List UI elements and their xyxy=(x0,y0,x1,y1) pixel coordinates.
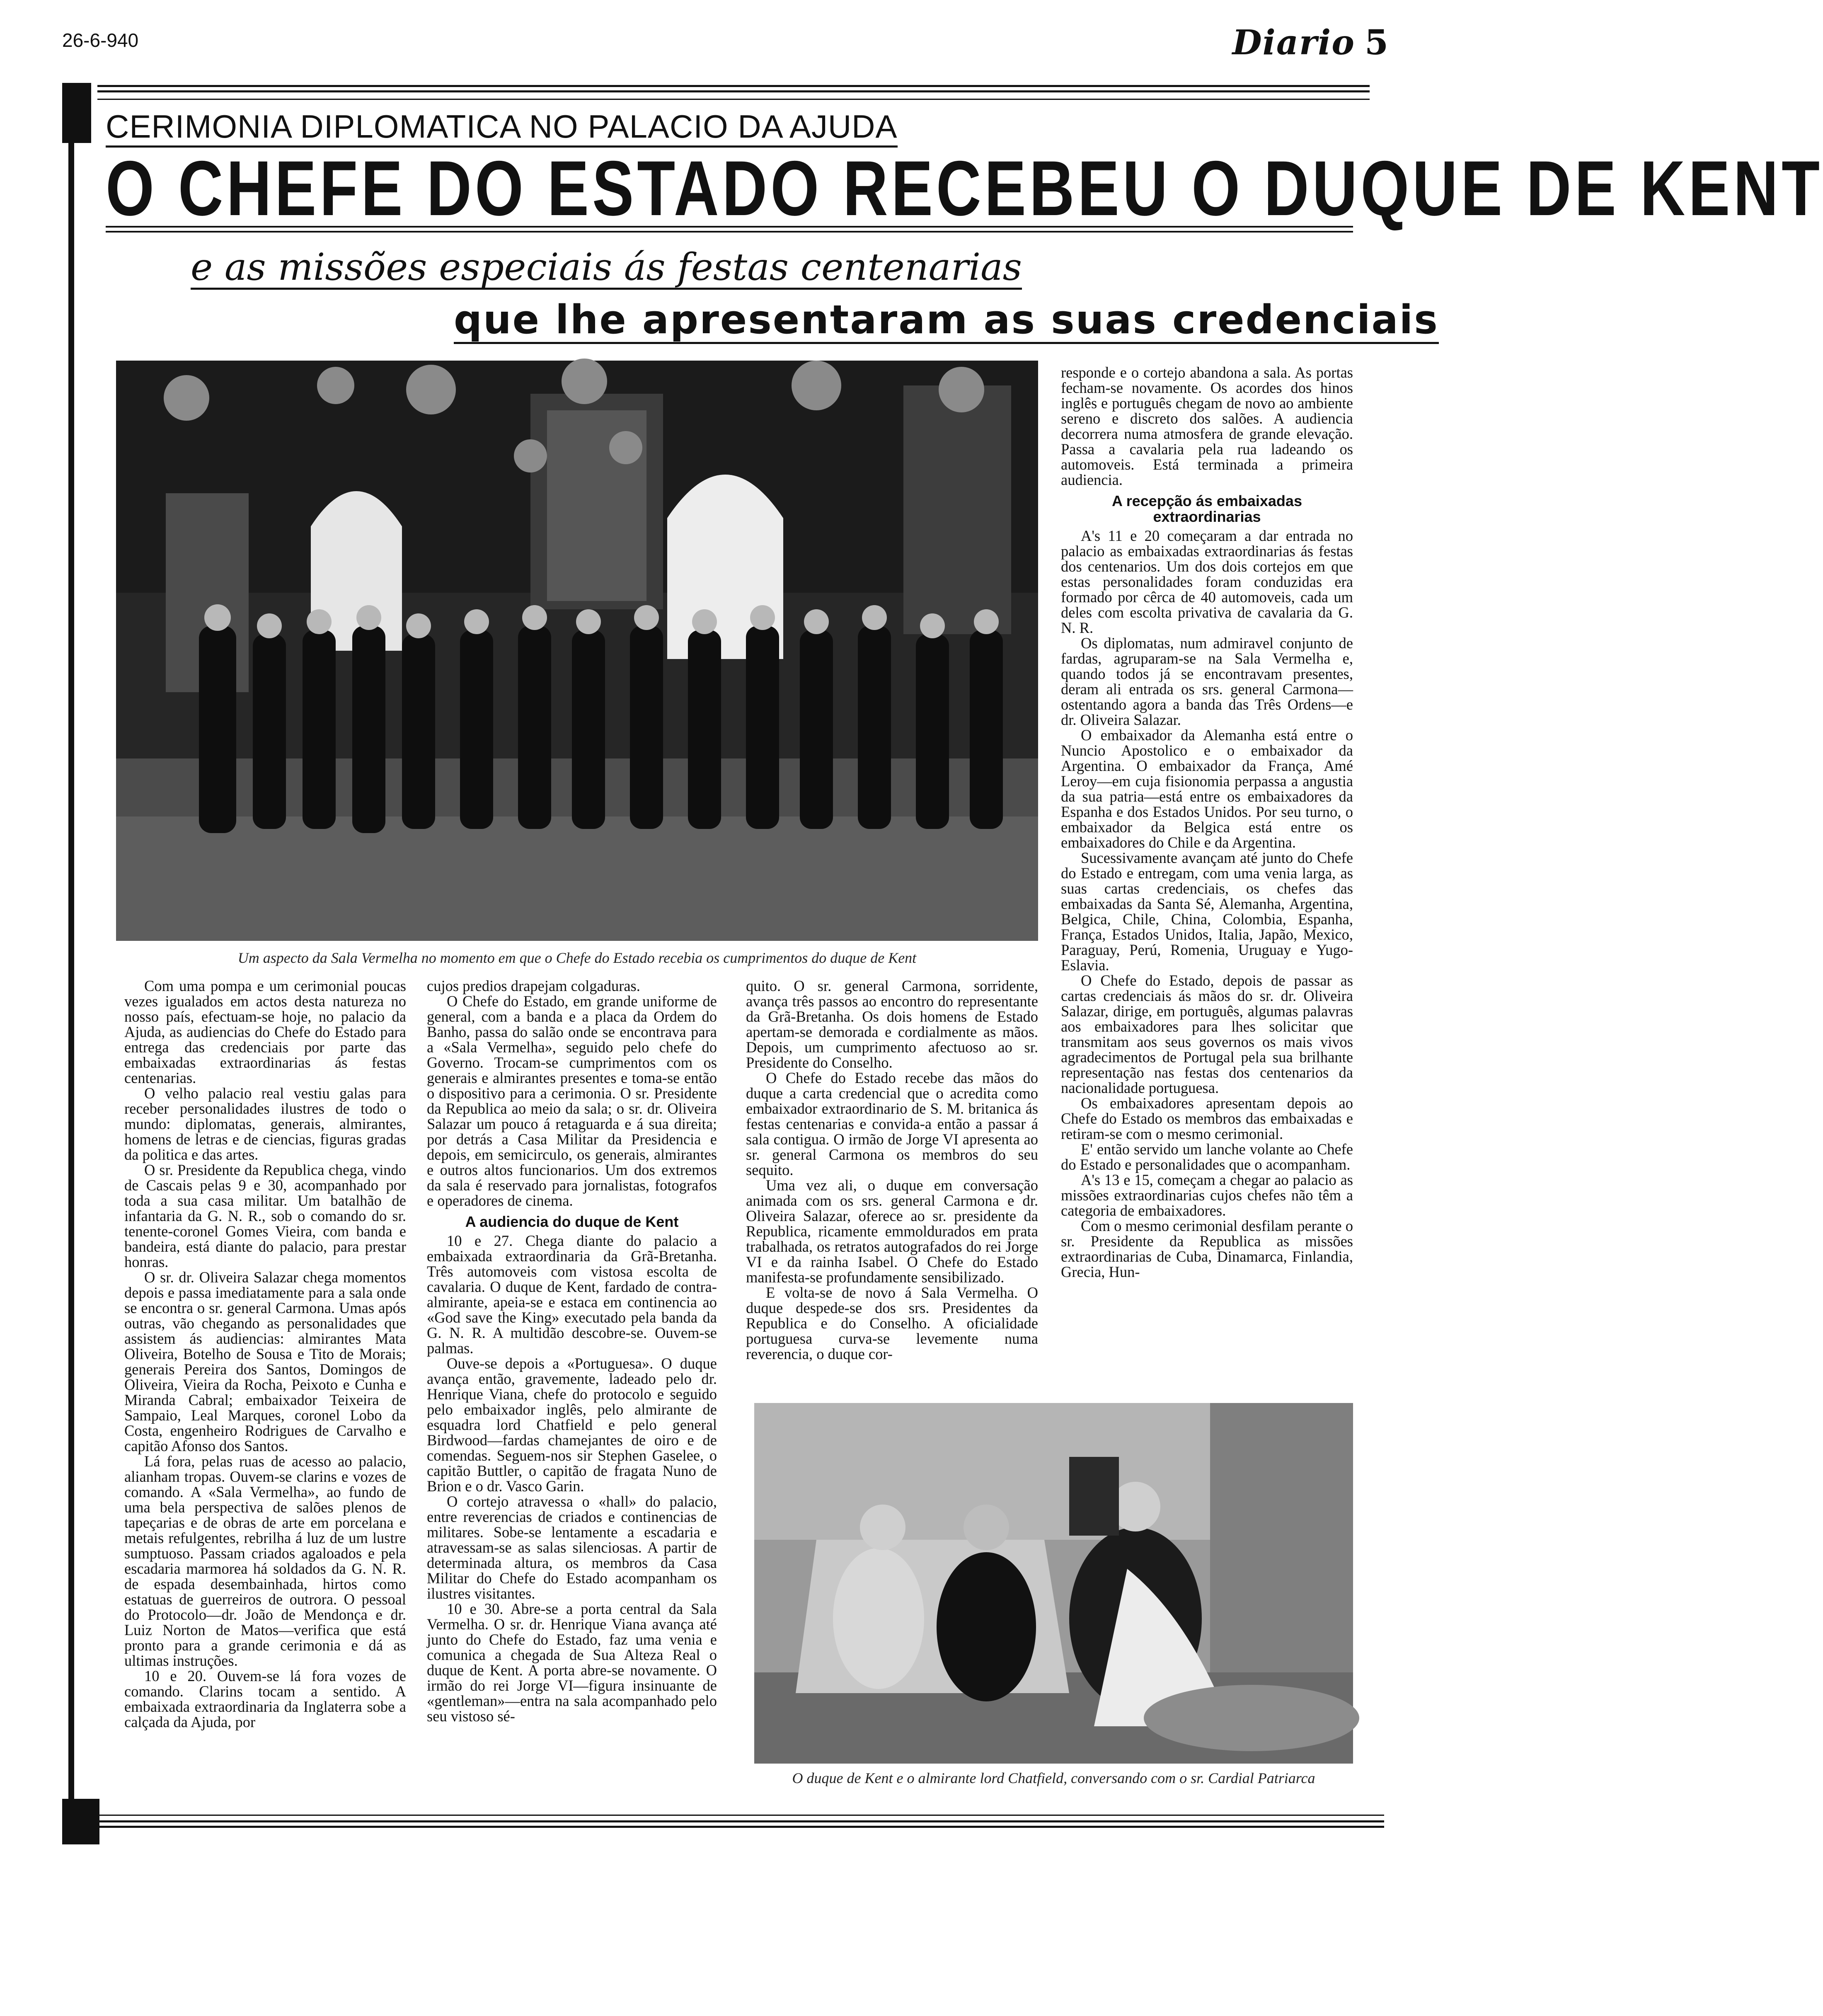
col1-paragraph: O sr. Presidente da Republica chega, vindo de Cascais pelas 9 e 30, acompanhado por toda a sua casa militar. Um batalhão de infantaria da G. N. R., sob o comando do sr. tenente-coronel Gomes Vieira, com banda e bandeira, está diante do palacio, para prestar honras. xyxy=(124,1161,406,1270)
second-photo xyxy=(754,1403,1353,1764)
col3-paragraph: quito. O sr. general Carmona, sorridente, avança três passos ao encontro do representante da Grã-Bretanha. Os dois homens de Estado apertam-se demorada e cordialmente as mãos. Depois, um cumprimento afectuoso ao sr. Presidente do Conselho. xyxy=(746,977,1038,1071)
col1-paragraph: Com uma pompa e um cerimonial poucas vezes igualados em actos desta natureza no nosso país, efectuam-se hoje, no palacio da Ajuda, as audiencias do Chefe do Estado para entrega das credenciais por parte das embaixadas extraordinarias ás festas centenarias. xyxy=(124,977,406,1086)
article-column-2 xyxy=(427,978,717,1724)
col2-section-heading: A audiencia do duque de Kent xyxy=(465,1213,679,1230)
col4-paragraph: E' então servido um lanche volante ao Chefe do Estado e personalidades que o acompanham. xyxy=(1061,1141,1353,1173)
col2-paragraph: 10 e 27. Chega diante do palacio a embaixada extraordinaria da Grã-Bretanha. Três automoveis com vistosa escolta de cavalaria. O duque de Kent, fardado de contra-almirante, apeia-se e estaca em continencia ao «God save the King» executado pela banda da G. N. R. A multidão descobre-se. Ouvem-se palmas. xyxy=(427,1232,717,1357)
main-photo xyxy=(116,361,1038,941)
article-column-1 xyxy=(124,978,406,1730)
article-headline: O CHEFE DO ESTADO RECEBEU O DUQUE DE KENT xyxy=(106,145,1823,232)
page-number: 5 xyxy=(1364,23,1388,63)
left-margin-block-bottom xyxy=(62,1799,99,1844)
article-kicker: CERIMONIA DIPLOMATICA NO PALACIO DA AJUDA xyxy=(106,110,898,148)
article-column-3 xyxy=(746,978,1038,1362)
col2-paragraph: cujos predios drapejam colgaduras. xyxy=(427,977,640,994)
col2-paragraph: Ouve-se depois a «Portuguesa». O duque avança então, gravemente, ladeado pelo dr. Henrique Viana, chefe do protocolo e seguido pelo embaixador inglês, pelo almirante de esquadra lord Chatfield e pelo general Birdwood—fardas chamejantes de oiro e de comendas. Seguem-nos sir Stephen Gaselee, o capitão Buttler, o capitão de fragata Nuno de Brion e o dr. Vasco Garin. xyxy=(427,1355,717,1495)
col4-paragraph: O embaixador da Alemanha está entre o Nuncio Apostolico e o embaixador da Argentina. O embaixador da França, Amé Leroy—em cuja fisionomia perpassa a angustia da sua patria—está entre os embaixadores da Espanha e dos Estados Unidos. Por seu turno, o embaixador da Belgica está entre os embaixadores do Chile e da Argentina. xyxy=(1061,727,1353,851)
col1-paragraph: O velho palacio real vestiu galas para receber personalidades ilustres de todo o mundo: diplomatas, generais, almirantes, homens de letras e de ciencias, figuras gradas da politica e das artes. xyxy=(124,1085,406,1163)
main-photo-caption: Um aspecto da Sala Vermelha no momento em que o Chefe do Estado recebia os cumprimentos do duque de Kent xyxy=(237,950,917,966)
col3-paragraph: O Chefe do Estado recebe das mãos do duque a carta credencial que o acredita como embaixador extraordinario de S. M. britanica ás festas centenarias e convida-a então a passar á sala contigua. O irmão de Jorge VI apresenta ao sr. general Carmona os membros do seu sequito. xyxy=(746,1069,1038,1178)
col4-paragraph: responde e o cortejo abandona a sala. As portas fecham-se novamente. Os acordes dos hinos inglês e português chegam de novo ao ambiente sereno e discreto dos salões. A audiencia decorrera numa atmosfera de grande elevação. Passa a cavalaria pela rua ladeando os automoveis. Está terminada a primeira audiencia. xyxy=(1061,364,1353,488)
col2-paragraph: O Chefe do Estado, em grande uniforme de general, com a banda e a placa da Ordem do Banho, passa do salão onde se encontrava para a «Sala Vermelha», seguido pelo chefe do Governo. Trocam-se cumprimentos com os generais e almirantes presentes e toma-se então o dispositivo para a cerimonia. O sr. Presidente da Republica ao meio da sala; o sr. dr. Oliveira Salazar um pouco á retaguarda e á sua direita; por detrás a Casa Militar da Presidencia e depois, em semicirculo, os generais, almirantes e outros altos funcionarios. Um dos extremos da sala é reservado para jornalistas, fotografos e operadores de cinema. xyxy=(427,993,717,1209)
col4-paragraph: Sucessivamente avançam até junto do Chefe do Estado e entregam, com uma venia larga, as suas cartas credenciais, os chefes das embaixadas da Santa Sé, Alemanha, Argentina, Belgica, Chile, China, Colombia, Espanha, França, Estados Unidos, Italia, Japão, Mexico, Paraguay, Perú, Romenia, Uruguay e Yugo-Eslavia. xyxy=(1061,849,1353,974)
article-subhead-2: que lhe apresentaram as suas credenciais xyxy=(454,298,1439,344)
top-double-rule xyxy=(97,85,1370,92)
bottom-thin-rule xyxy=(99,1815,1384,1816)
bottom-double-rule xyxy=(99,1820,1384,1828)
col4-paragraph: A's 11 e 20 começaram a dar entrada no palacio as embaixadas extraordinarias ás festas dos centenarios. Um dos dois cortejos em que estas personalidades foram conduzidas era formado por cêrca de 40 automoveis, cada um deles com escolta privativa de cavalaria da G. N. R. xyxy=(1061,527,1353,636)
left-margin-rule xyxy=(68,143,74,1803)
article-subhead-1: e as missões especiais ás festas centenarias xyxy=(191,245,1022,289)
article-column-4 xyxy=(1061,365,1353,1279)
top-thin-rule xyxy=(97,99,1370,100)
col4-paragraph: Os embaixadores apresentam depois ao Chefe do Estado os membros das embaixadas e retiram-se com o mesmo cerimonial. xyxy=(1061,1095,1353,1142)
newspaper-name: Diario xyxy=(1232,23,1355,63)
col3-paragraph: Uma vez ali, o duque em conversação animada com os srs. general Carmona e dr. Oliveira Salazar, oferece ao sr. presidente da Republica, ricamente emmoldurados em prata trabalhada, os retratos autografados do rei Jorge VI e da rainha Isabel. O Chefe do Estado manifesta-se profundamente sensibilizado. xyxy=(746,1177,1038,1286)
left-margin-block-top xyxy=(62,83,91,143)
col2-paragraph: O cortejo atravessa o «hall» do palacio, entre reverencias de criados e continencias de militares. Sobe-se lentamente a escadaria e atravessam-se as salas silenciosas. A partir de determinada altura, os membros da Casa Militar do Chefe do Estado acompanham os ilustres visitantes. xyxy=(427,1493,717,1602)
col4-paragraph: Os diplomatas, num admiravel conjunto de fardas, agruparam-se na Sala Vermelha e, quando todos já se encontravam presentes, deram ali entrada os srs. general Carmona—ostentando agora a banda das Três Ordens—e dr. Oliveira Salazar. xyxy=(1061,635,1353,728)
col1-paragraph: 10 e 20. Ouvem-se lá fora vozes de comando. Clarins tocam a sentido. A embaixada extraordinaria da Inglaterra sobe a calçada da Ajuda, por xyxy=(124,1667,406,1730)
col3-paragraph: E volta-se de novo á Sala Vermelha. O duque despede-se dos srs. Presidentes da Republica e do Conselho. A oficialidade portuguesa curva-se levemente numa reverencia, o duque cor- xyxy=(746,1284,1038,1362)
issue-date: 26-6-940 xyxy=(62,29,139,51)
second-photo-caption: O duque de Kent e o almirante lord Chatfield, conversando com o sr. Cardial Patriarca xyxy=(792,1770,1315,1786)
col4-paragraph: Com o mesmo cerimonial desfilam perante o sr. Presidente da Republica as missões extraordinarias de Cuba, Dinamarca, Finlandia, Grecia, Hun- xyxy=(1061,1217,1353,1280)
main-photo-illustration xyxy=(116,361,1038,941)
col4-paragraph: O Chefe do Estado, depois de passar as cartas credenciais ás mãos do sr. dr. Oliveira Salazar, dirige, em português, algumas palavras aos embaixadores para lhes solicitar que transmitam aos seus governos os mais vivos agradecimentos de Portugal pela sua brilhante representação nas festas dos centenarios da nacionalidade portuguesa. xyxy=(1061,972,1353,1096)
headline-rule xyxy=(106,226,1353,233)
col2-paragraph: 10 e 30. Abre-se a porta central da Sala Vermelha. O sr. dr. Henrique Viana avança até junto do Chefe do Estado, faz uma venia e comunica a chegada de Sua Alteza Real o duque de Kent. A porta abre-se novamente. O irmão do rei Jorge VI—figura insinuante de «gentleman»—entra na sala acompanhado pelo seu vistoso sé- xyxy=(427,1600,717,1725)
col4-section-heading: A recepção ás embaixadas extraordinarias xyxy=(1112,492,1302,525)
col4-paragraph: A's 13 e 15, começam a chegar ao palacio as missões extraordinarias cujos chefes não têm a categoria de embaixadores. xyxy=(1061,1171,1353,1219)
col1-paragraph: Lá fora, pelas ruas de acesso ao palacio, alianham tropas. Ouvem-se clarins e vozes de comando. A «Sala Vermelha», ao fundo de uma bela perspectiva de salões plenos de tapeçarias e de obras de arte em porcelana e metais refulgentes, rebrilha á luz de um lustre sumptuoso. Passam criados agaloados e pela escadaria marmorea há soldados da G. N. R. de espada desembainhada, hirtos como estatuas de guerreiros de outrora. O pessoal do Protocolo—dr. João de Mendonça e dr. Luiz Norton de Matos—verifica que está pronto para a grande cerimonia e dá as ultimas instruções. xyxy=(124,1453,406,1669)
second-photo-illustration xyxy=(754,1403,1353,1764)
col1-paragraph: O sr. dr. Oliveira Salazar chega momentos depois e passa imediatamente para a sala onde se encontra o sr. general Carmona. Umas após outras, vão chegando as personalidades que assistem ás audiencias: almirantes Mata Oliveira, Botelho de Sousa e Tito de Morais; generais Pereira dos Santos, Domingos de Oliveira, Vieira da Rocha, Peixoto e Cunha e Miranda Cabral; embaixador Teixeira de Sampaio, Leal Marques, coronel Lobo da Costa, engenheiro Rodrigues de Carvalho e capitão Afonso dos Santos. xyxy=(124,1269,406,1454)
